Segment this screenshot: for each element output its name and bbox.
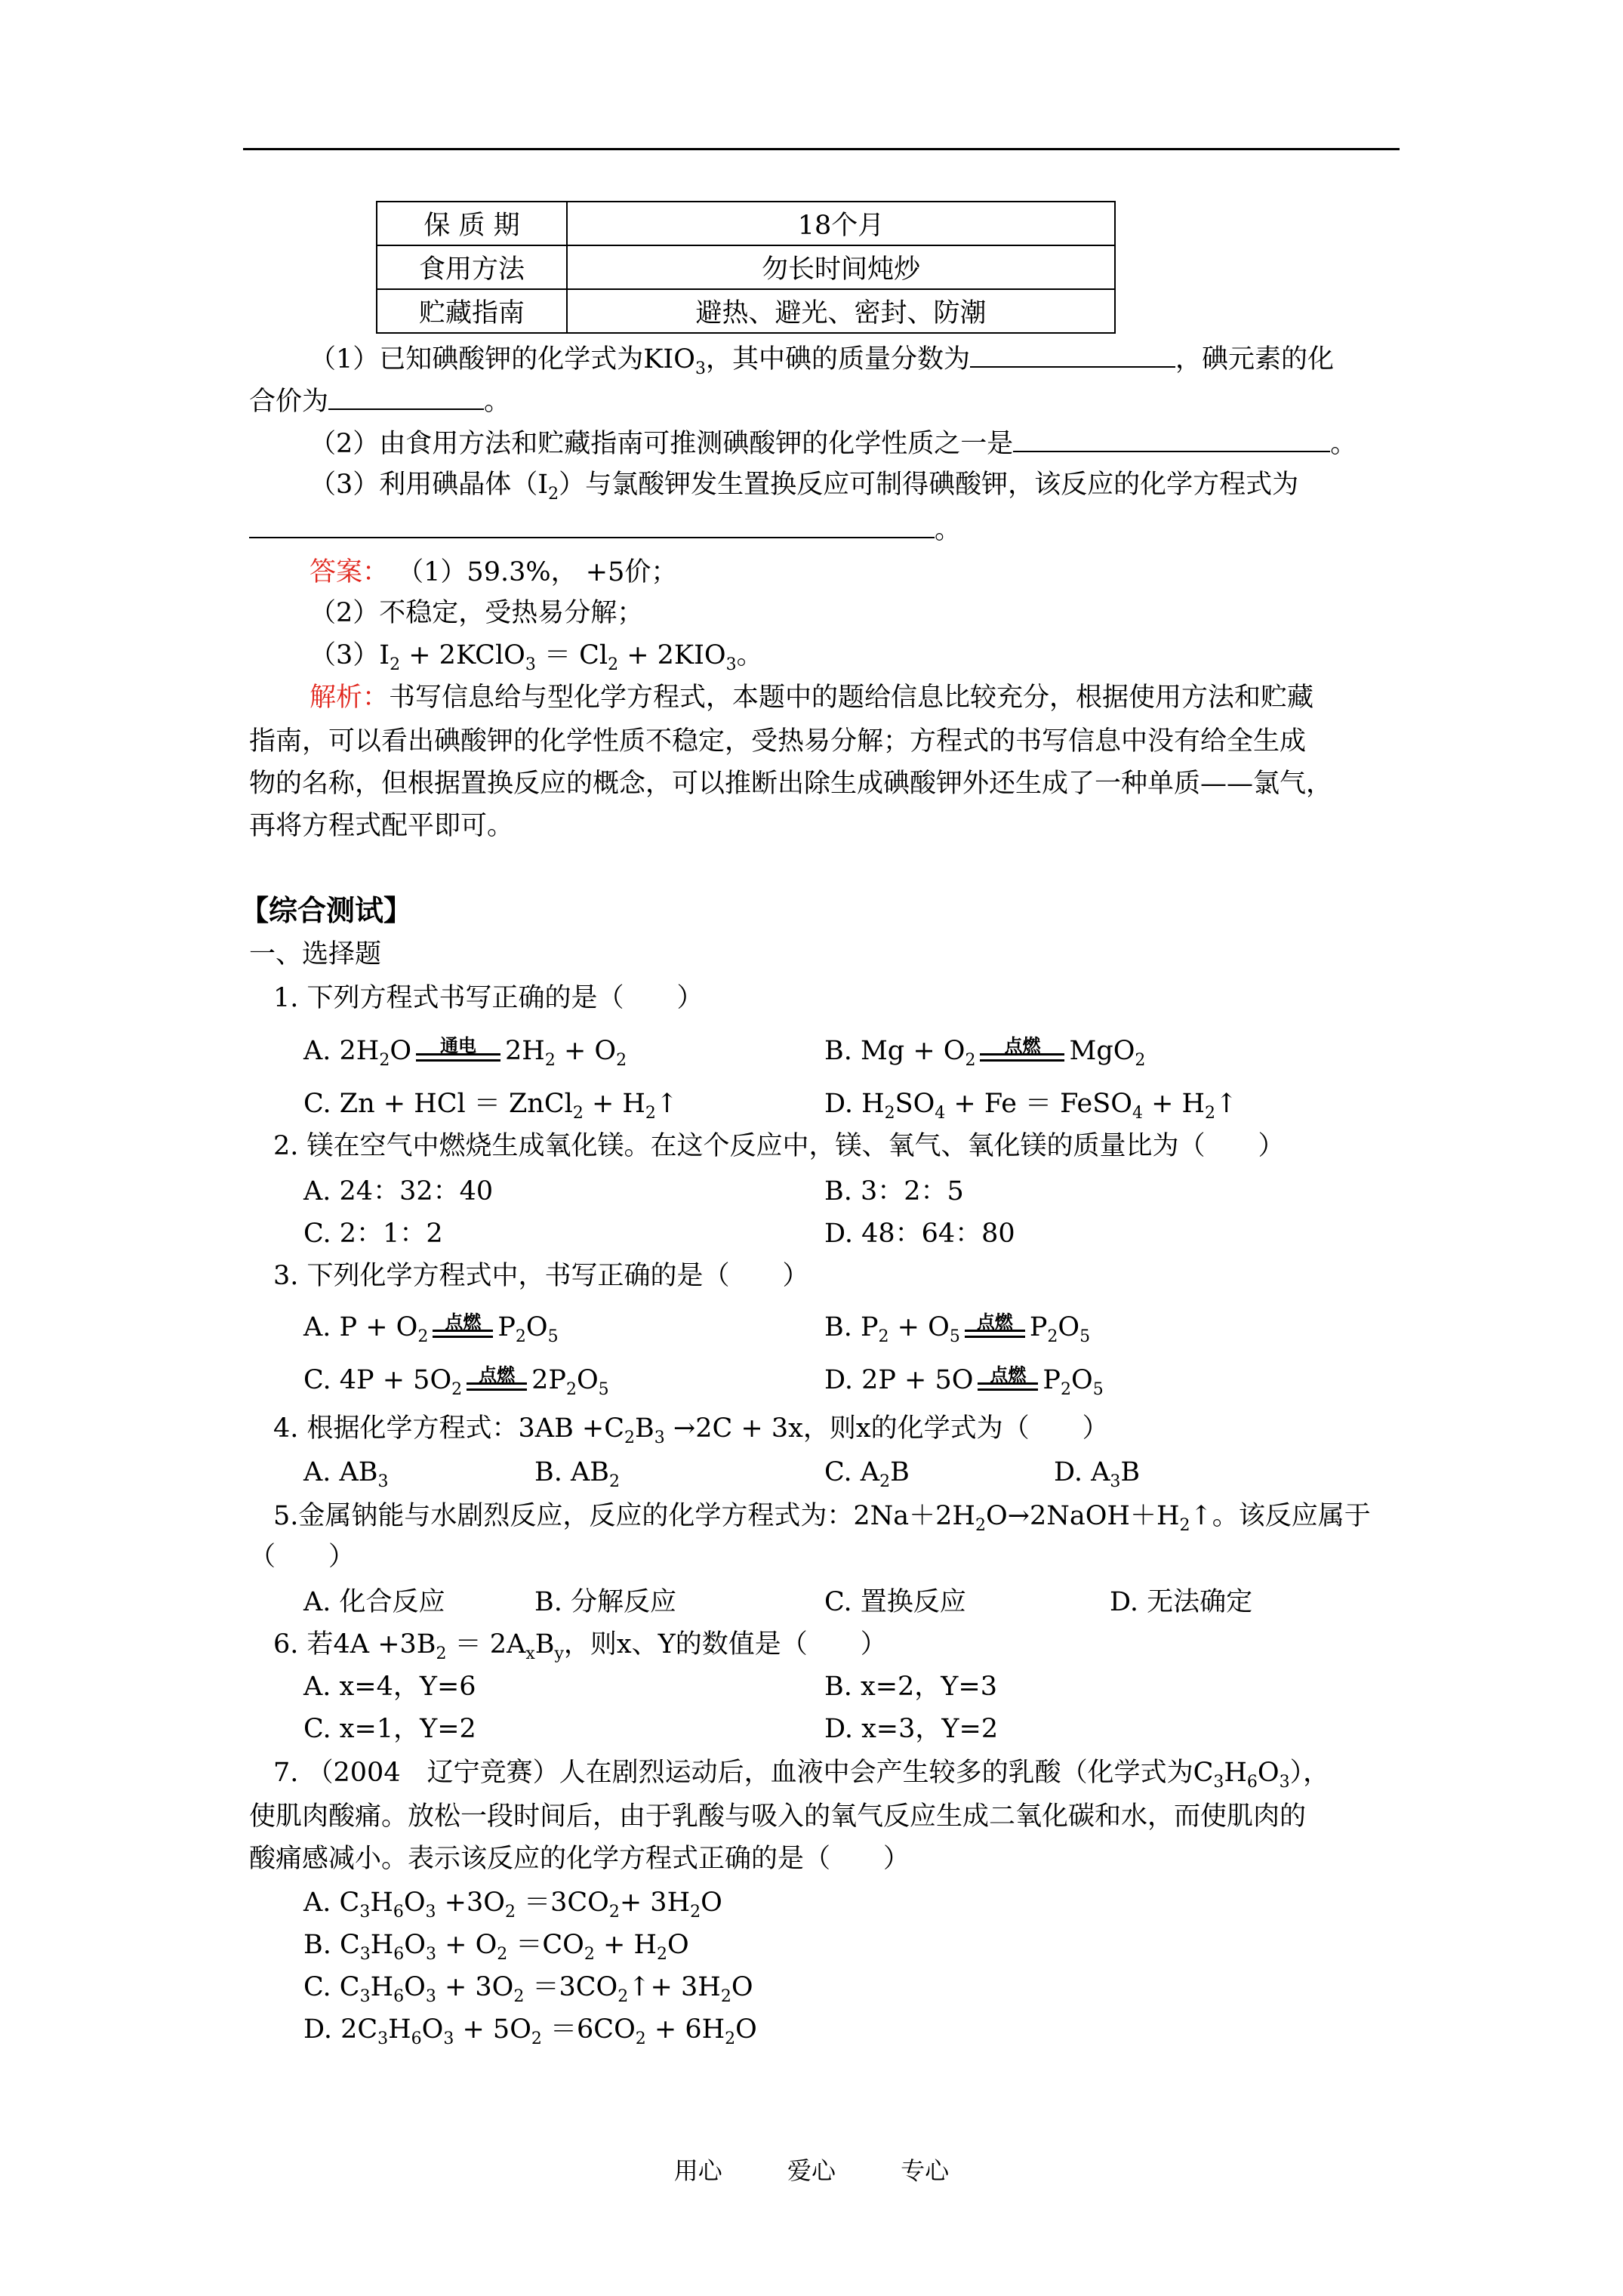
product-info-table bbox=[376, 201, 1116, 334]
table-value: 18个月 bbox=[567, 202, 1115, 245]
q3-option-a: A. $P + O_2$ 点燃 $P_2O_5$ bbox=[303, 1311, 559, 1346]
reaction-condition: 点燃 bbox=[980, 1041, 1064, 1064]
answer-blank bbox=[970, 344, 1175, 368]
q1-option-d: D. $H_2SO_4 + Fe$ ＝ FeSO$_4$ + $H_2↑$ bbox=[824, 1089, 1238, 1123]
reaction-condition: 点燃 bbox=[433, 1318, 493, 1340]
q4-option-b: B. $AB_2$ bbox=[534, 1457, 620, 1491]
section-title: 【综合测试】 bbox=[240, 893, 413, 927]
choice-question-1: 1. 下列方程式书写正确的是（ ） bbox=[273, 983, 704, 1013]
answer-line-3: $(3)I_2$ + 2KClO$_3$ ＝ $Cl_2 + 2KIO_3$。 bbox=[310, 640, 763, 674]
analysis-line-2: 指南，可以看出碘酸钾的化学性质不稳定，受热易分解；方程式的书写信息中没有给全生成 bbox=[249, 726, 1307, 757]
choice-question-7-line-3: 酸痛感减小。表示该反应的化学方程式正确的是（ ） bbox=[249, 1844, 910, 1874]
footer-text: 用心 bbox=[673, 2156, 722, 2185]
q4-option-d: D. $A_3B$ bbox=[1054, 1457, 1141, 1491]
table-row bbox=[377, 289, 1115, 333]
answer-line-1: 答案： （1）59.3%， +5价； bbox=[310, 557, 678, 587]
q3-option-c: C. $4P + 5O_2$ 点燃 $2P_2O_5$ bbox=[303, 1364, 609, 1399]
choice-question-2: 2. 镁在空气中燃烧生成氧化镁。在这个反应中，镁、氧气、氧化镁的质量比为（ ） bbox=[273, 1131, 1285, 1161]
q6-option-d: D. x=3，Y=2 bbox=[824, 1714, 999, 1744]
choice-question-4: 4. 根据化学方程式：$3AB +C_2B_3 \to 2C + 3x$，则x的化学式为（ ） bbox=[273, 1413, 1109, 1447]
q6-option-a: A. x=4，Y=6 bbox=[303, 1672, 476, 1702]
table-value: 避热、避光、密封、防潮 bbox=[567, 289, 1115, 333]
question-3-line-2: 。 bbox=[249, 513, 961, 547]
table-key: 贮藏指南 bbox=[377, 289, 567, 333]
q5-option-a: A. 化合反应 bbox=[303, 1587, 445, 1617]
table-value: 勿长时间炖炒 bbox=[567, 245, 1115, 289]
question-1-line-2: 合价为 。 bbox=[249, 387, 511, 417]
question-3-line-1: （3）利用碘晶体$(I_2)$与氯酸钾发生置换反应可制得碘酸钾，该反应的化学方程式为 bbox=[310, 470, 1299, 504]
question-1-line-1: （1）已知碘酸钾的化学式为$KIO_3$，其中碘的质量分数为 ，碘元素的化 bbox=[310, 344, 1334, 378]
answer-line-2: （2）不稳定，受热易分解； bbox=[310, 598, 644, 628]
answer-blank bbox=[328, 386, 484, 410]
q3-option-d: D. 2P + 5O 点燃 $P_2O_5$ bbox=[824, 1364, 1104, 1399]
reaction-condition: 点燃 bbox=[467, 1370, 527, 1393]
analysis-label: 解析： bbox=[310, 683, 390, 713]
footer-text: 专心 bbox=[901, 2156, 950, 2185]
choice-question-5-line-1: 5.金属钠能与水剧烈反应，反应的化学方程式为：$2Na+2H_2O\to 2NaOH+H_2↑$。该反应属于 bbox=[273, 1501, 1371, 1535]
table-row bbox=[377, 202, 1115, 245]
reaction-condition: 通电 bbox=[416, 1041, 500, 1064]
q4-option-a: A. $AB_3$ bbox=[303, 1457, 389, 1491]
q7-option-d: D. $2C_3H_6O_3 + 5O_2 =6CO_2 + 6H_2O$ bbox=[303, 2014, 757, 2048]
q5-option-b: B. 分解反应 bbox=[534, 1587, 676, 1617]
q2-option-a: A. 24：32：40 bbox=[303, 1176, 494, 1207]
choice-question-7-line-2: 使肌肉酸痛。放松一段时间后，由于乳酸与吸入的氧气反应生成二氧化碳和水，而使肌肉的 bbox=[249, 1801, 1307, 1832]
answer-blank bbox=[249, 514, 935, 538]
q7-option-c: C. $C_3H_6O_3 + 3O_2$ $=3CO_2↑+ 3H_2O$ bbox=[303, 1972, 753, 2006]
table-key: 保 质 期 bbox=[377, 202, 567, 245]
analysis-line-1: 解析：书写信息给与型化学方程式，本题中的题给信息比较充分，根据使用方法和贮藏 bbox=[310, 683, 1314, 713]
q5-option-c: C. 置换反应 bbox=[824, 1587, 966, 1617]
reaction-condition: 点燃 bbox=[978, 1370, 1038, 1393]
analysis-line-3: 物的名称，但根据置换反应的概念，可以推断出除生成碘酸钾外还生成了一种单质——氯气， bbox=[249, 769, 1333, 799]
table-key: 食用方法 bbox=[377, 245, 567, 289]
q2-option-b: B. 3：2：5 bbox=[824, 1176, 964, 1207]
part-title: 一、选择题 bbox=[249, 939, 382, 969]
q5-option-d: D. 无法确定 bbox=[1110, 1587, 1253, 1617]
choice-question-3: 3. 下列化学方程式中，书写正确的是（ ） bbox=[273, 1261, 809, 1291]
question-2: （2）由食用方法和贮藏指南可推测碘酸钾的化学性质之一是 。 bbox=[310, 429, 1357, 459]
q1-option-a: A. $2H_2O$ 通电 $2H_2 + O_2$ bbox=[303, 1034, 627, 1070]
q1-option-b: B. $Mg + O_2$ 点燃 MgO$_2$ bbox=[824, 1034, 1146, 1070]
q2-option-c: C. 2：1：2 bbox=[303, 1219, 443, 1249]
q1-option-c: C. Zn + HCl ＝ ZnCl$_2$ + $H_2↑$ bbox=[303, 1089, 679, 1123]
answer-blank bbox=[1013, 428, 1330, 452]
footer-text: 爱心 bbox=[787, 2156, 836, 2185]
reaction-condition: 点燃 bbox=[965, 1318, 1025, 1340]
q2-option-d: D. 48：64：80 bbox=[824, 1219, 1015, 1249]
choice-question-6: 6. 若$4A +3B_2 = 2A_xB_y$，则x、Y的数值是（ ） bbox=[273, 1629, 887, 1663]
q6-option-c: C. x=1，Y=2 bbox=[303, 1714, 476, 1744]
analysis-line-4: 再将方程式配平即可。 bbox=[249, 811, 514, 841]
choice-question-5-line-2: （ ） bbox=[249, 1542, 356, 1572]
q7-option-b: B. $C_3H_6O_3 + O_2 =CO_2 + H_2O$ bbox=[303, 1930, 689, 1964]
choice-question-7-line-1: 7. （2004 辽宁竞赛）人在剧烈运动后，血液中会产生较多的乳酸（化学式为$C_3H_6O_3$）， bbox=[273, 1758, 1330, 1792]
q6-option-b: B. x=2，Y=3 bbox=[824, 1672, 998, 1702]
header-rule bbox=[243, 148, 1400, 150]
q3-option-b: B. $P_2 + O_5$ 点燃 $P_2O_5$ bbox=[824, 1311, 1091, 1346]
q4-option-c: C. $A_2B$ bbox=[824, 1457, 910, 1491]
answer-label: 答案： bbox=[310, 557, 390, 587]
q7-option-a: A. $C_3H_6O_3 +3O_2 =3CO_2+ 3H_2O$ bbox=[303, 1888, 722, 1922]
table-row bbox=[377, 245, 1115, 289]
page-footer bbox=[0, 2152, 1623, 2187]
